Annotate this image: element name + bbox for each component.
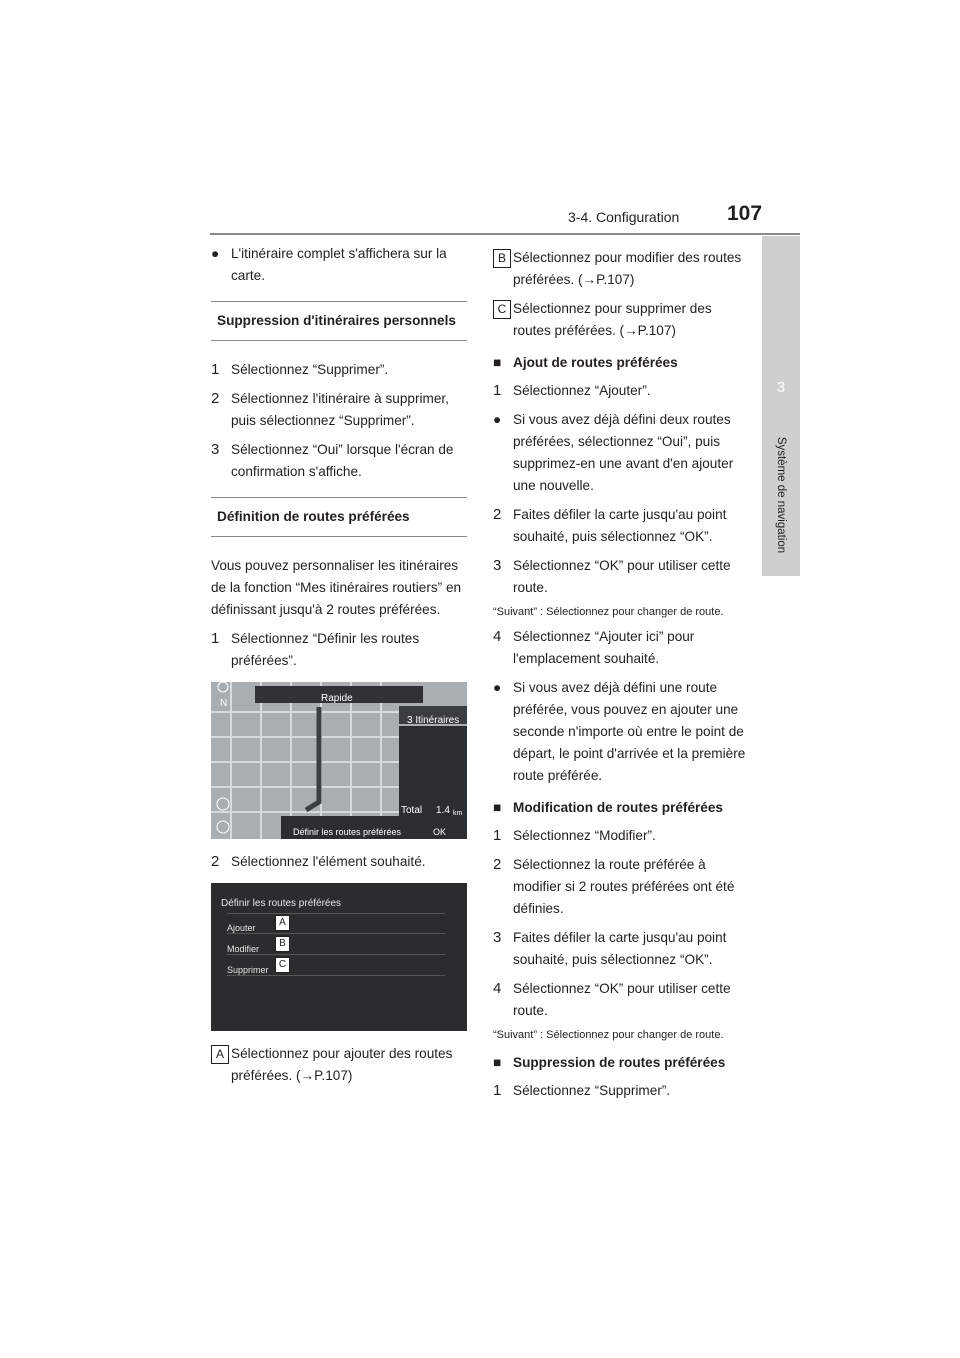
north-indicator: N <box>220 698 228 709</box>
callout-description: B Sélectionnez pour modifier des routes préférées. (→P.107) <box>493 247 748 291</box>
subheading-modify: ■ Modification de routes préférées <box>493 800 723 815</box>
step-item: 2 Sélectionnez l'itinéraire à supprimer, puis sélectionnez “Supprimer”. <box>211 390 449 428</box>
ok-button[interactable]: OK <box>433 827 447 837</box>
map-screenshot <box>211 682 467 839</box>
chapter-label: Système de navigation <box>775 436 788 554</box>
step-item: 3 Sélectionnez “OK” pour utiliser cette route. <box>493 557 731 595</box>
route-type-label[interactable]: Rapide <box>321 693 353 704</box>
step-item: 2 Sélectionnez la route préférée à modifier si 2 routes préférées ont été définies. <box>493 856 735 916</box>
step-item: 3 Sélectionnez “Oui” lorsque l'écran de confirmation s'affiche. <box>211 441 454 479</box>
define-routes-button[interactable]: Définir les routes préférées <box>293 827 402 837</box>
menu-item-delete[interactable]: Supprimer C <box>227 955 445 976</box>
section-title: 3-4. Configuration <box>568 209 680 225</box>
intro-bullet: ● L'itinéraire complet s'affichera sur la carte. <box>211 243 467 287</box>
menu-item-add[interactable]: Ajouter A <box>227 913 445 934</box>
step-item: 1 Sélectionnez “Supprimer”. <box>493 1082 671 1099</box>
step-item: 4 Sélectionnez “Ajouter ici” pour l'emplacement souhaité. <box>493 628 695 666</box>
callout-description: C Sélectionnez pour supprimer des routes préférées. (→P.107) <box>493 298 748 342</box>
header-rule <box>210 233 800 235</box>
distance-value: 1.4 <box>436 805 450 816</box>
callout-description: A Sélectionnez pour ajouter des routes préférées. (→P.107) <box>211 1043 467 1087</box>
note: “Suivant” : Sélectionnez pour changer de route. <box>493 606 724 618</box>
page-number: 107 <box>727 202 763 225</box>
bullet-item: ● Si vous avez déjà défini deux routes préférées, sélectionnez “Oui”, puis supprimez-en une avant d'en ajouter une nouvelle. <box>493 412 734 493</box>
step-item: 1 Sélectionnez “Modifier”. <box>493 827 656 844</box>
step-item: 3 Faites défiler la carte jusqu'au point souhaité, puis sélectionnez “OK”. <box>493 929 727 967</box>
menu-title: Définir les routes préférées <box>221 898 342 909</box>
right-column <box>493 247 748 1109</box>
menu-item-modify[interactable]: Modifier B <box>227 934 445 955</box>
paragraph: Vous pouvez personnaliser les itinéraires de la fonction “Mes itinéraires routiers” en définissant jusqu'à 2 routes préférées. <box>211 558 462 617</box>
chapter-label-wrap <box>762 420 800 570</box>
subheading-delete: ■ Suppression de routes préférées <box>493 1055 726 1070</box>
bullet-icon: ● <box>211 246 220 261</box>
distance-unit: km <box>453 810 463 817</box>
bullet-item: ● Si vous avez déjà défini une route préférée, vous pouvez en ajouter une seconde n'importe où entre le point de départ, le point d'arrivée et la première route préférée. <box>493 680 746 783</box>
callout-c: C <box>275 957 290 973</box>
section-heading-delete-personal: Suppression d'itinéraires personnels <box>211 301 467 341</box>
step-item: 1 Sélectionnez “Ajouter”. <box>493 382 651 399</box>
menu-list <box>227 913 445 976</box>
subheading-add: ■ Ajout de routes préférées <box>493 355 678 370</box>
step-item: 1 Sélectionnez “Supprimer”. <box>211 361 389 378</box>
left-column <box>211 243 467 1094</box>
routes-count-button[interactable]: 3 Itinéraires <box>407 715 460 726</box>
step-item: 1 Sélectionnez “Définir les routes préférées”. <box>211 630 420 668</box>
total-label: Total <box>401 805 423 816</box>
callout-b: B <box>275 936 290 952</box>
section-heading-define-routes: Définition de routes préférées <box>211 497 467 537</box>
callout-a: A <box>275 915 290 931</box>
menu-screenshot <box>211 883 467 1031</box>
step-item: 4 Sélectionnez “OK” pour utiliser cette route. <box>493 980 731 1018</box>
step-item: 2 Sélectionnez l'élément souhaité. <box>211 853 426 870</box>
chapter-number: 3 <box>776 379 786 396</box>
step-item: 2 Faites défiler la carte jusqu'au point souhaité, puis sélectionnez “OK”. <box>493 506 727 544</box>
note: “Suivant” : Sélectionnez pour changer de route. <box>493 1029 724 1041</box>
